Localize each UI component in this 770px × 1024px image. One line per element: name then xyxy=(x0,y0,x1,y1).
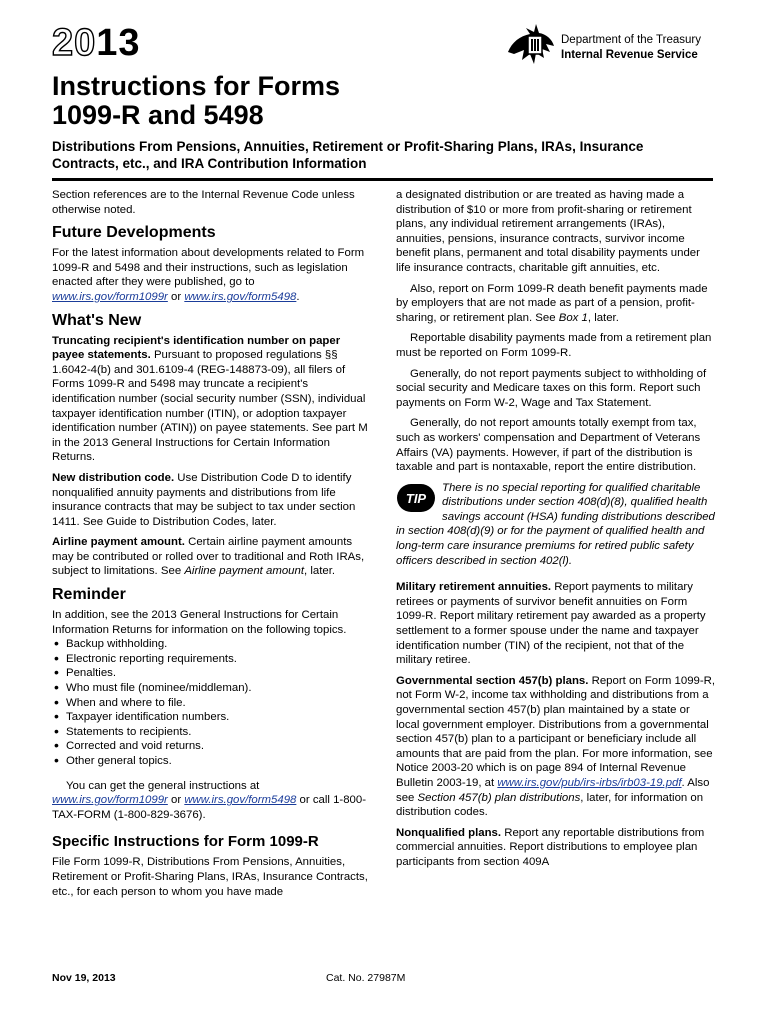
death-benefit-end: , later. xyxy=(587,311,619,324)
list-item: • Penalties. xyxy=(52,666,370,681)
header-rule xyxy=(52,178,713,181)
link-form5498[interactable]: www.irs.gov/form5498 xyxy=(184,290,297,303)
tip-label: TIP xyxy=(405,490,427,506)
footer-date: Nov 19, 2013 xyxy=(52,972,116,984)
agency-irs: Internal Revenue Service xyxy=(561,49,698,61)
tip-box xyxy=(396,481,716,569)
list-item: • Who must file (nominee/middleman). xyxy=(52,681,370,696)
list-item: • Taxpayer identification numbers. xyxy=(52,710,370,725)
truncating-paragraph xyxy=(52,334,370,465)
governmental-end: , later, for information on distribution codes. xyxy=(396,791,704,819)
link-form5498-2[interactable]: www.irs.gov/form5498 xyxy=(184,794,297,807)
death-benefit-ital: Box 1 xyxy=(558,311,588,324)
reminder-text: In addition, see the 2013 General Instructions for Certain Information Returns for information on the following topics. xyxy=(52,609,347,636)
list-item: • Backup withholding. xyxy=(52,637,370,652)
distribution-code-paragraph xyxy=(52,471,370,529)
governmental-paragraph xyxy=(396,674,716,820)
list-item: • Electronic reporting requirements. xyxy=(52,652,370,667)
tax-year-solid: 13 xyxy=(96,22,141,64)
list-item: • When and where to file. xyxy=(52,696,370,711)
right-column xyxy=(396,188,716,876)
exempt-paragraph: Generally, do not report amounts totally exempt from tax, such as workers' compensation and Department of Veterans Affairs (VA) payments. However, if part of the distribution is taxable and part is nontaxable, report the entire distribution. xyxy=(396,417,701,474)
governmental-ital: Section 457(b) plan distributions xyxy=(417,791,581,804)
get-text: You can get the general instructions at xyxy=(66,779,260,792)
heading-whats-new: What's New xyxy=(52,311,142,329)
death-benefit-text: Also, report on Form 1099-R death benefit payments made by employers that are not made as part of a pension, profit-sharing, or retirement plan. See xyxy=(396,282,708,324)
nonqualified-lead: Nonqualified plans. xyxy=(396,826,502,839)
page-subtitle: Distributions From Pensions, Annuities, Retirement or Profit-Sharing Plans, IRAs, Insurance Contracts, etc., and IRA Contribution Information xyxy=(52,139,644,171)
tax-year-outline: 20 xyxy=(52,22,97,64)
tax-year xyxy=(52,24,141,62)
withholding-paragraph: Generally, do not report payments subject to withholding of social security and Medicare taxes on this form. Report such payments on Form W-2, Wage and Tax Statement. xyxy=(396,367,707,409)
airline-paragraph xyxy=(52,535,370,579)
get-end: or call 1-800-TAX-FORM (1-800-829-3676). xyxy=(52,794,367,821)
distribution-code-text: Use Distribution Code D to identify nonqualified annuity payments and distributions from life insurance contracts that may be subject to tax under section 1411. See Guide to Distribution Codes, later. xyxy=(52,471,356,528)
agency-department: Department of the Treasury xyxy=(561,34,701,46)
link-irb03-19[interactable]: www.irs.gov/pub/irs-irbs/irb03-19.pdf xyxy=(497,776,682,789)
link-form1099r[interactable]: www.irs.gov/form1099r xyxy=(52,290,168,303)
page-title xyxy=(52,72,340,130)
future-or: or xyxy=(167,290,185,303)
get-instructions-paragraph xyxy=(52,779,370,823)
heading-reminder: Reminder xyxy=(52,586,126,604)
list-item: • Corrected and void returns. xyxy=(52,739,370,754)
nonqualified-text: Report any reportable distributions from commercial annuities. Report distributions to employee plan participants from section 409A xyxy=(396,826,705,868)
list-item: • Statements to recipients. xyxy=(52,725,370,740)
airline-end: , later. xyxy=(304,565,336,578)
future-text: For the latest information about developments related to Form 1099-R and 5498 and their instructions, such as legislation enacted after they were published, go to xyxy=(52,247,365,289)
specific-text: File Form 1099-R, Distributions From Pensions, Annuities, Retirement or Profit-Sharing Plans, IRAs, Insurance Contracts, etc., for each person to whom you have made xyxy=(52,856,368,898)
intro-text: Section references are to the Internal Revenue Code unless otherwise noted. xyxy=(52,189,355,216)
heading-future-developments: Future Developments xyxy=(52,224,216,242)
agency-name xyxy=(561,33,701,63)
governmental-mid: . Also see xyxy=(396,776,710,804)
future-end: . xyxy=(296,290,300,303)
governmental-text: Report on Form 1099-R, not Form W-2, income tax withholding and distributions from a governmental section 457(b) plan maintained by a state or local government employer. Distributions from a governmental section 457(b) plan to a participant or beneficiary include all amounts that are paid from the plan. For more information, see Notice 2003-20 which is on page 894 of Internal Revenue Bulletin 2003-19, at xyxy=(396,674,716,789)
military-lead: Military retirement annuities. xyxy=(396,581,552,594)
heading-specific-instructions: Specific Instructions for Form 1099-R xyxy=(52,833,319,851)
left-column xyxy=(52,188,370,905)
get-or: or xyxy=(167,794,185,807)
future-paragraph xyxy=(52,246,370,304)
airline-text: Certain airline payment amounts may be contributed or rolled over to traditional and Roth IRAs, subject to limitations. See xyxy=(52,536,365,578)
designated-distribution-paragraph: a designated distribution or are treated as having made a distribution of $10 or more from profit-sharing or retirement plans, any individual retirement arrangements (IRAs), annuities, pensions, insurance contracts, survivor income benefit plans, permanent and total disability payments under life insurance contracts, charitable gift annuities, etc. xyxy=(396,189,700,274)
truncating-text: Pursuant to proposed regulations §§ 1.6042-4(b) and 301.6109-4 (REG-148873-09), all filers of Forms 1099-R and 5498 may truncate a recipient's identification number (social security number (SSN), individual taxpayer identification number (ITIN), or adoption taxpayer identification number (ATIN)) on payee statements. See part M in the 2013 General Instructions for Certain Information Returns. xyxy=(52,349,368,464)
link-form1099r-2[interactable]: www.irs.gov/form1099r xyxy=(52,794,168,807)
truncating-lead: Truncating recipient's identification number on paper payee statements. xyxy=(52,334,341,362)
distribution-code-lead: New distribution code. xyxy=(52,471,175,484)
governmental-lead: Governmental section 457(b) plans. xyxy=(396,674,589,687)
airline-ital: Airline payment amount xyxy=(184,565,304,578)
irs-eagle-logo-icon xyxy=(506,22,556,66)
topics-list xyxy=(52,637,370,768)
title-line-2: 1099-R and 5498 xyxy=(52,100,264,130)
military-text: Report payments to military retirees or payments of survivor benefit annuities on Form 1099-R. Report military retirement pay awarded as a property settlement to a former spouse under the name and taxpayer identification number (TIN) of the recipient, not that of the military retiree. xyxy=(396,581,706,667)
airline-lead: Airline payment amount. xyxy=(52,536,185,549)
tip-icon xyxy=(396,483,436,513)
list-item: • Other general topics. xyxy=(52,754,370,769)
disability-paragraph: Reportable disability payments made from a retirement plan must be reported on Form 1099-R. xyxy=(396,332,712,359)
footer-catalog-number: Cat. No. 27987M xyxy=(326,972,406,984)
title-line-1: Instructions for Forms xyxy=(52,71,341,101)
tip-text: There is no special reporting for qualified charitable distributions under section 408(d)(8), qualified health savings account (HSA) funding distributions described in section 408(d)(9) or for the payment of qualified health and long-term care insurance premiums for retired public safety officers described in section 402(l). xyxy=(396,481,715,567)
nonqualified-paragraph xyxy=(396,826,716,870)
military-paragraph xyxy=(396,580,716,668)
death-benefit-paragraph xyxy=(396,282,716,326)
